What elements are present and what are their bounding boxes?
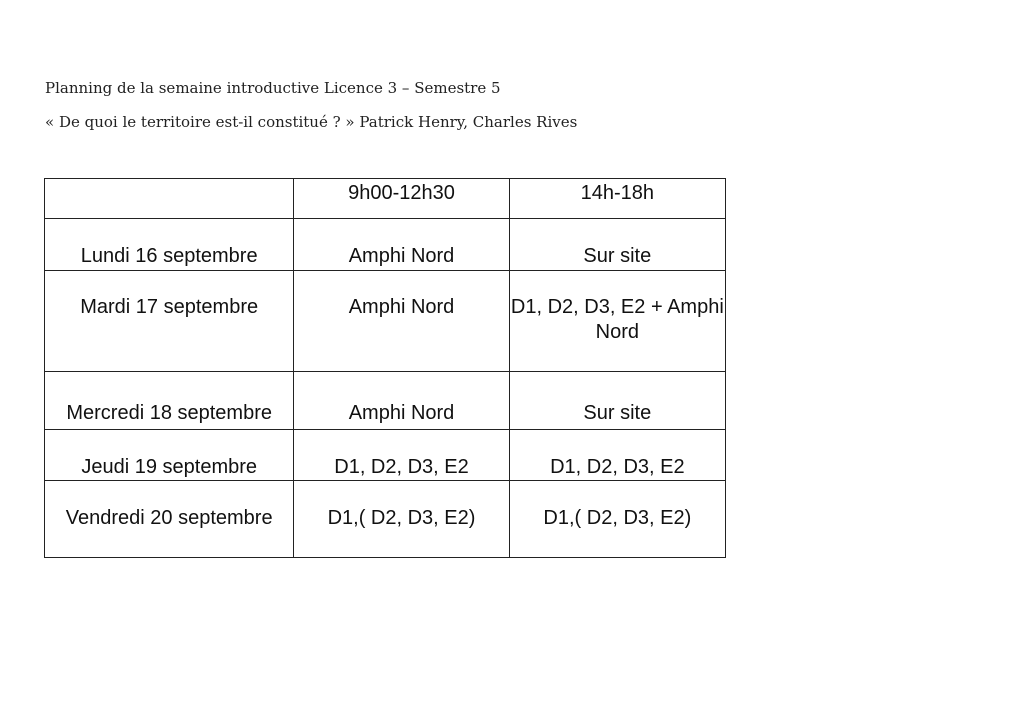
header-day-cell [45,179,294,219]
morning-cell: Amphi Nord [294,219,509,271]
day-cell: Mardi 17 septembre [45,271,294,372]
day-cell: Lundi 16 septembre [45,219,294,271]
afternoon-cell: Sur site [509,372,725,430]
table-row [45,219,726,271]
schedule-table [44,178,726,558]
afternoon-cell: D1,( D2, D3, E2) [509,481,725,558]
table-row [45,430,726,481]
afternoon-cell: D1, D2, D3, E2 [509,430,725,481]
table-row [45,271,726,372]
day-cell: Jeudi 19 septembre [45,430,294,481]
day-cell: Mercredi 18 septembre [45,372,294,430]
day-cell: Vendredi 20 septembre [45,481,294,558]
morning-cell: Amphi Nord [294,271,509,372]
morning-cell: Amphi Nord [294,372,509,430]
header-morning-cell: 9h00-12h30 [294,179,509,219]
morning-cell: D1,( D2, D3, E2) [294,481,509,558]
header-afternoon-cell: 14h-18h [509,179,725,219]
document-title: Planning de la semaine introductive Licence 3 – Semestre 5 [45,79,501,97]
document-subtitle: « De quoi le territoire est-il constitué ? » Patrick Henry, Charles Rives [45,113,578,131]
afternoon-cell: D1, D2, D3, E2 + Amphi Nord [509,271,725,372]
morning-cell: D1, D2, D3, E2 [294,430,509,481]
table-row [45,481,726,558]
table-row [45,372,726,430]
afternoon-cell: Sur site [509,219,725,271]
table-header-row [45,179,726,219]
